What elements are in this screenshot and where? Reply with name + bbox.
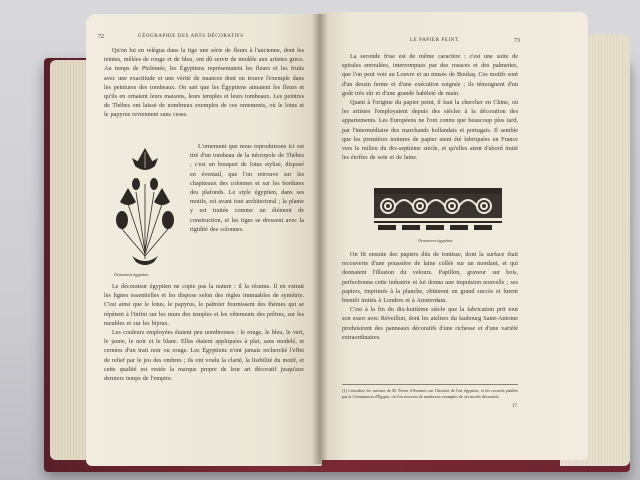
right-footnote: (1) Consultez les travaux de M. Prisse d'Avennes sur l'histoire de l'art égyptien, et les recueils publiés par la Commission d'Égypte, où l'on trouvera de nombreux exemples de ces motifs décoratifs. [342,388,518,399]
footnote-rule [342,384,518,385]
left-paragraph: L'ornement que nous reproduisons ici est tiré d'un tombeau de la nécropole de Thèbes ; c'est un bouquet de lotus stylisé, disposé en éventail, que l'on retrouve sur les chapiteaux des colonnes et sur les bordures des plafonds. Le style égyptien, dans ses motifs, est avant tout architectural ; la plante y est traitée comme un élément de construction, et les tiges se dressent avec la rigidité des colonnes. [190,143,304,233]
spiral-frieze-figure [374,188,502,234]
right-paragraph: La seconde frise est de même caractère : c'est une suite de spirales enroulées, interrompues par des rosaces et des palmettes, que l'on peut voir au Louvre et au musée de Boulaq. Ces motifs sont d'un dessin ferme et d'une exécution soignée ; ils témoignent d'un goût très sûr et d'une grande habileté de main. [342,53,518,97]
left-running-head: GÉOGRAPHIE DES ARTS DÉCORATIFS [138,34,244,39]
left-figure-caption: Ornement égyptien. [114,272,150,277]
right-text-bottom [342,250,518,382]
right-paragraph: C'est à la fin du dix-huitième siècle que la fabrication prit tout son essor avec Réveillon, dont les ateliers du faubourg Saint-Antoine produisirent des panneaux décoratifs d'une richesse et d'une variété extraordinaires. [342,306,518,341]
lotus-ornament-figure [110,144,180,268]
left-page [86,14,322,466]
left-text-beside-figure [190,142,304,262]
right-running-head: LE PAPIER PEINT. [410,38,461,43]
right-figure-caption: Ornement égyptien. [418,238,454,243]
left-folio: 72 [98,34,104,40]
left-text-top [104,46,304,138]
right-page [318,12,588,460]
right-folio: 73 [514,38,520,44]
right-paragraph: On fit ensuite des papiers dits de tontisse, dont la surface était recouverte d'une poussière de laine collée sur un mordant, et qui donnaient l'illusion du velours. Papillon, graveur sur bois, perfectionna cette industrie et lui donna une impulsion nouvelle ; ses papiers, imprimés à la planche, obtinrent un grand succès et furent bientôt imités à Londres et à Amsterdam. [342,251,518,305]
left-text-bottom [104,282,304,404]
book-gutter [312,14,328,464]
left-paragraph: Les couleurs employées étaient peu nombreuses : le rouge, le bleu, le vert, le jaune, le noir et le blanc. Elles étaient appliquées à plat, sans modelé, et cernées d'un trait noir ou rouge. Les Égyptiens n'ont jamais recherché l'effet de relief par le jeu des ombres ; ils ont voulu la clarté, la lisibilité du motif, et cette qualité est restée la marque propre de leur art décoratif jusqu'aux derniers temps de l'empire. [104,329,304,383]
left-paragraph: Le décorateur égyptien ne copie pas la nature : il la résume. Il en extrait les lignes essentielles et les dispose selon des règles immuables de symétrie. C'est ainsi que le lotus, le papyrus, le palmier fournissent des thèmes qui se répètent à l'infini sur les murs des temples et les vêtements des prêtres, sur les meubles et sur les bijoux. [104,283,304,327]
left-paragraph: Qu'on lui en relégua dans la tige une série de fleurs à l'ancienne, dont les teintes, mêlées de rouge et de bleu, ont dû servir de modèle aux artistes grecs. Au temps de Ptolémée, les Égyptiens représentaient les fleurs et les fruits avec une exactitude et une vérité de nuances dont on trouve l'exemple dans les peintures des tombeaux. On sait que les Égyptiens aimaient les fleurs et qu'ils en ornaient leurs maisons, leurs temples et leurs tombeaux. Les peintres de Thèbes ont laissé de nombreux exemples de ces ornements, où le lotus et le papyrus reviennent sans cesse. [104,47,304,119]
spiral-frieze-illustration [374,188,502,234]
right-paragraph: Quant à l'origine du papier peint, il faut la chercher en Chine, où les artistes l'employaient depuis des siècles à la décoration des appartements. Les Européens ne l'ont connu que beaucoup plus tard, par l'intermédiaire des marchands hollandais et portugais. Il semble que les premières tentures de papier aient été fabriquées en France vers le milieu du dix-septième siècle, et qu'elles aient d'abord imité les étoffes de soie et de laine. [342,99,518,162]
right-text-top [342,52,518,182]
signature-mark: 17 [512,404,517,409]
lotus-ornament-illustration [110,144,180,268]
